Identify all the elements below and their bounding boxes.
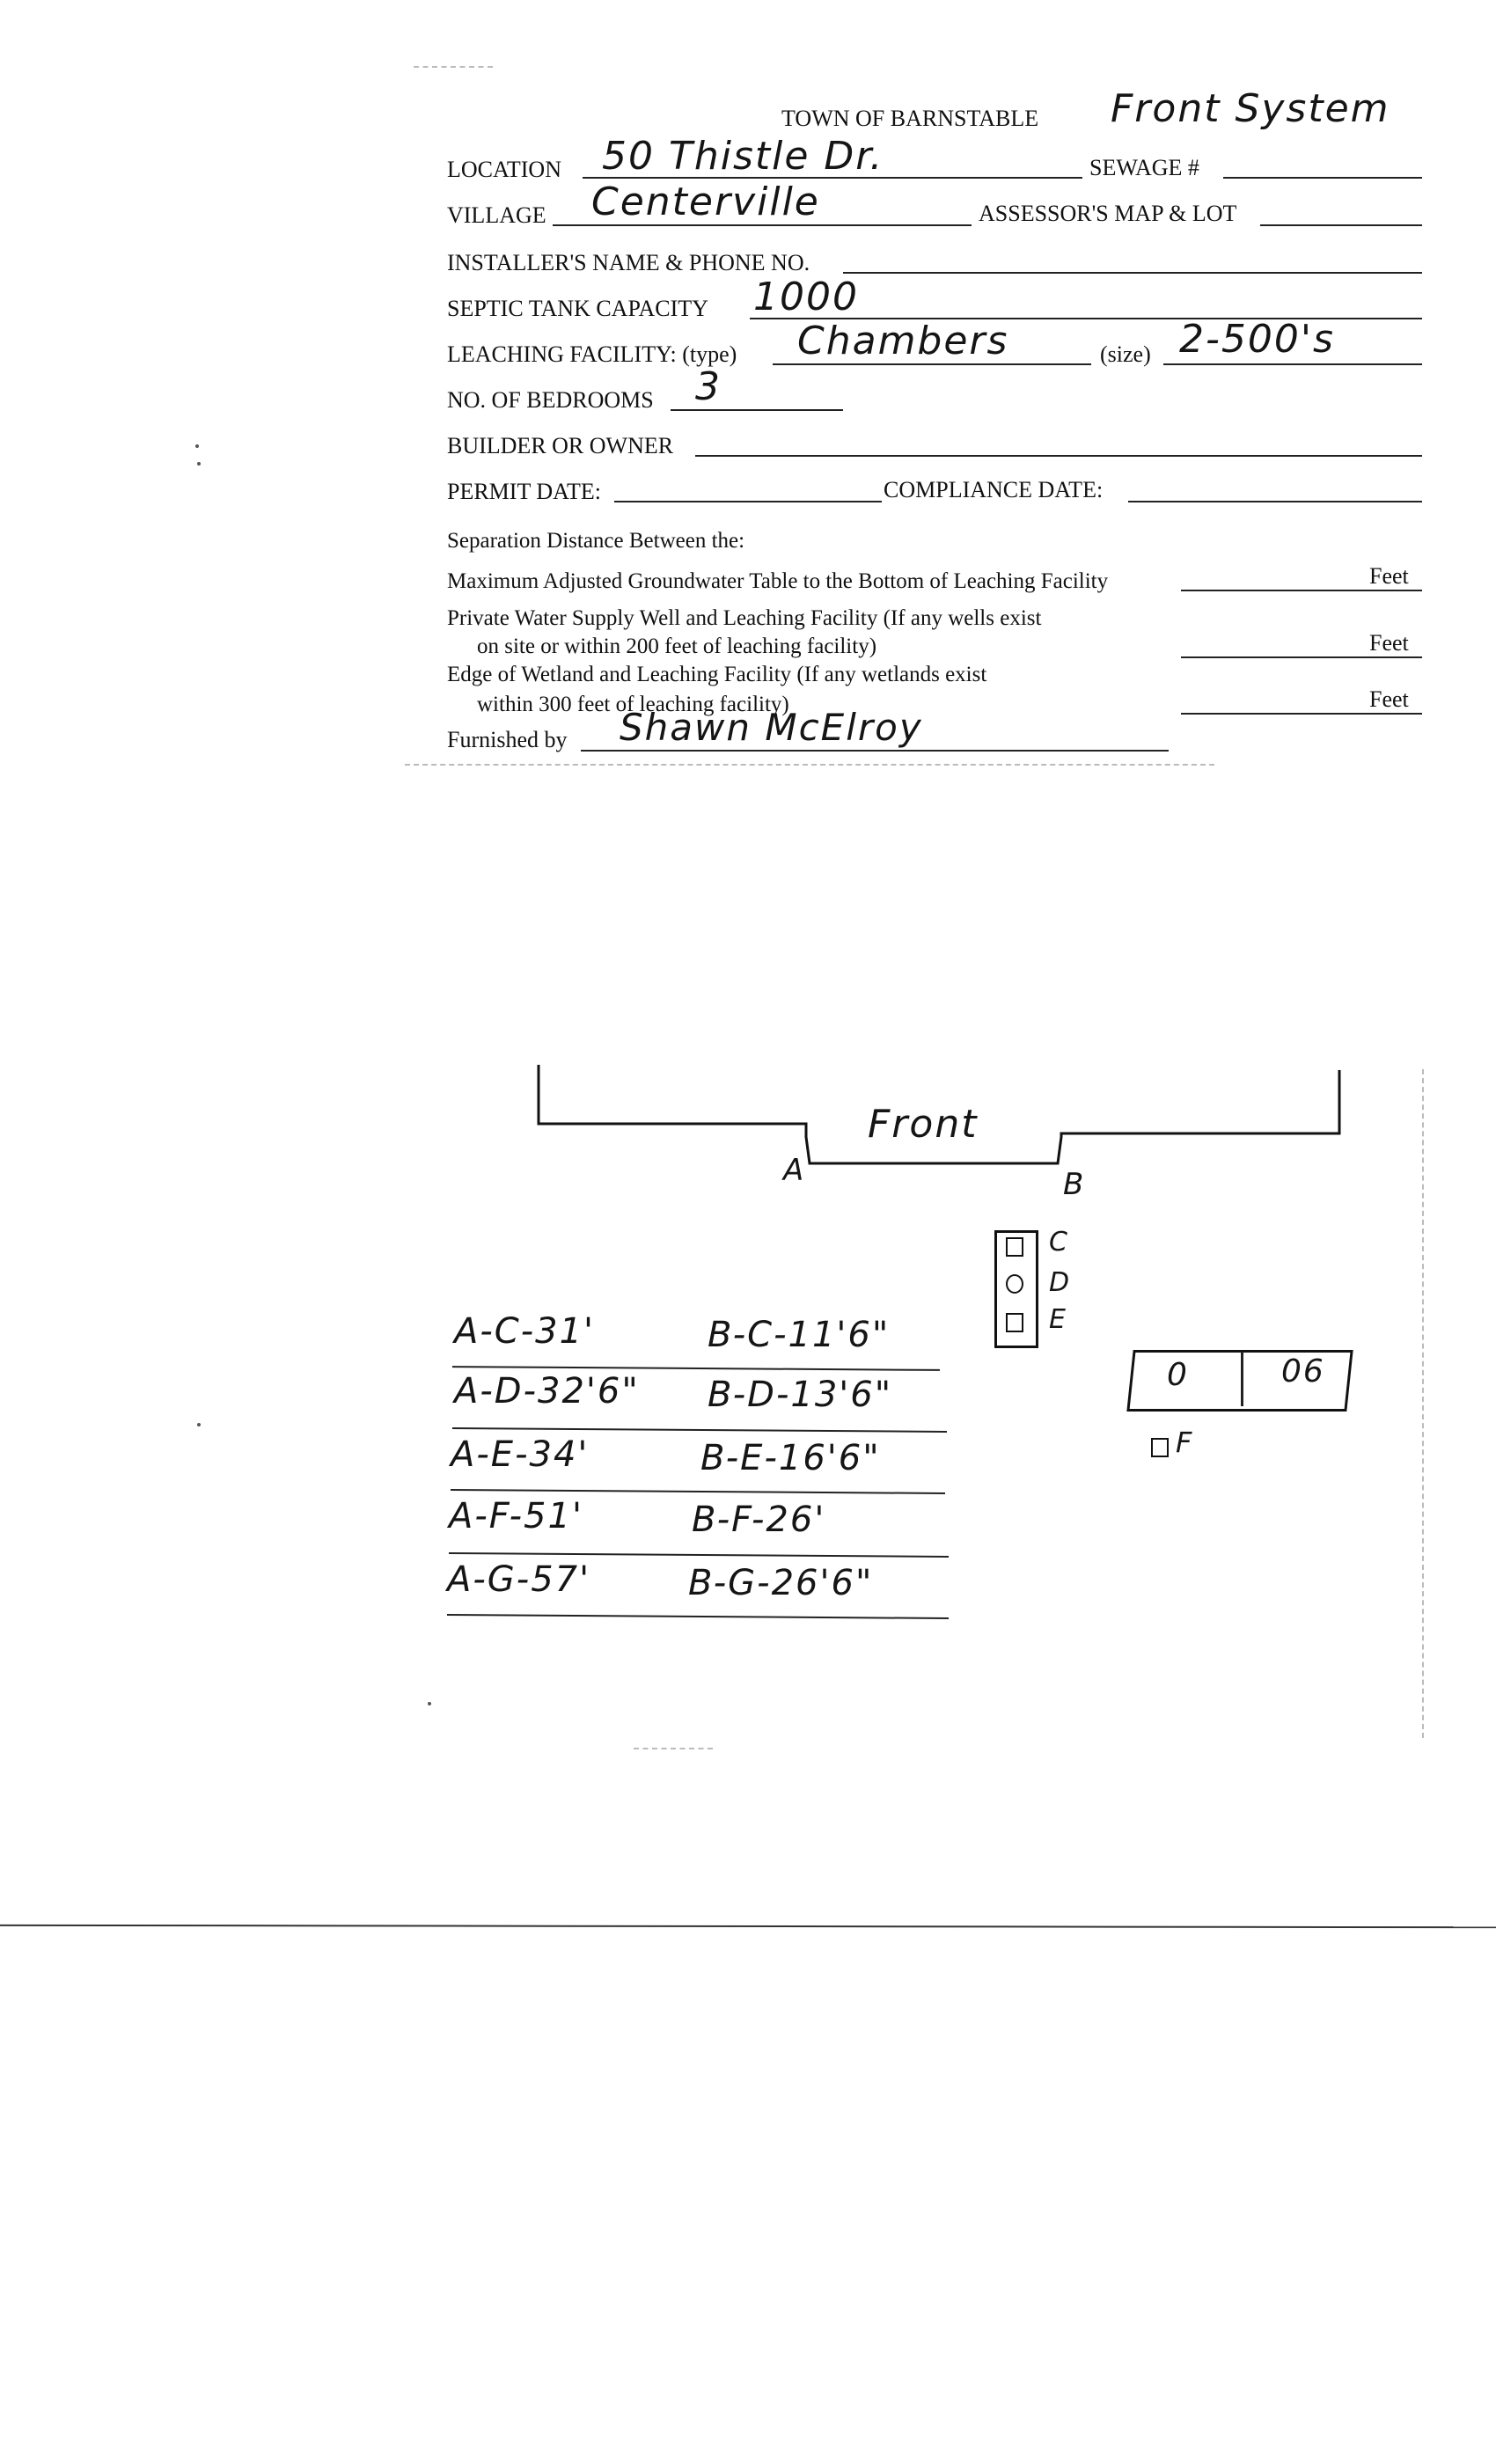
page-fold-line [0, 1925, 1496, 1928]
measurement-a: A-G-57' [447, 1559, 591, 1600]
septic-label: SEPTIC TANK CAPACITY [447, 296, 708, 321]
sep-well-feet: Feet [1369, 630, 1409, 656]
sep-wetland-line2: within 300 feet of leaching facility) [477, 693, 789, 716]
distribution-box-left: 0 [1167, 1357, 1189, 1393]
scan-speck [428, 1702, 431, 1705]
sewage-label: SEWAGE # [1089, 155, 1199, 180]
separation-heading: Separation Distance Between the: [447, 529, 745, 553]
measurement-a: A-F-51' [449, 1496, 583, 1536]
size-label: (size) [1100, 341, 1151, 367]
town-title: TOWN OF BARNSTABLE [781, 106, 1039, 131]
size-value: 2-500's [1179, 317, 1335, 362]
label-f: F [1176, 1426, 1194, 1459]
sep-well-line2: on site or within 200 feet of leaching facility) [477, 634, 877, 658]
front-label: Front [868, 1102, 979, 1147]
scan-speck [197, 1423, 201, 1426]
measurement-a: A-D-32'6" [454, 1371, 640, 1412]
measurement-rule [451, 1489, 945, 1494]
measurement-b: B-D-13'6" [708, 1375, 893, 1415]
label-c: C [1049, 1227, 1069, 1258]
point-b-label: B [1063, 1167, 1086, 1202]
measurement-a: A-C-31' [454, 1311, 596, 1352]
marker-f [1151, 1438, 1169, 1457]
measurement-rule [449, 1552, 949, 1558]
measurement-a: A-E-34' [451, 1434, 590, 1475]
sep-well-line1: Private Water Supply Well and Leaching Facility (If any wells exist [447, 606, 1042, 630]
tank-marker-c [1006, 1237, 1023, 1257]
sep-wetland-line1: Edge of Wetland and Leaching Facility (If any wetlands exist [447, 663, 987, 686]
compliance-label: COMPLIANCE DATE: [884, 477, 1104, 502]
assessor-label: ASSESSOR'S MAP & LOT [979, 201, 1237, 226]
label-d: D [1049, 1267, 1072, 1298]
measurement-rule [452, 1427, 947, 1433]
bedrooms-label: NO. OF BEDROOMS [447, 387, 654, 413]
point-a-label: A [783, 1153, 806, 1188]
location-label: LOCATION [447, 157, 561, 182]
bedrooms-value: 3 [695, 364, 722, 409]
village-value: Centerville [591, 180, 820, 224]
furnished-value: Shawn McElroy [620, 706, 923, 749]
measurement-rule [447, 1614, 949, 1619]
tank-marker-e [1006, 1313, 1023, 1332]
measurement-b: B-C-11'6" [708, 1315, 891, 1355]
tank-marker-d [1006, 1274, 1023, 1294]
septic-value: 1000 [753, 275, 859, 319]
sep-wetland-feet: Feet [1369, 686, 1409, 712]
sep-groundwater-feet: Feet [1369, 563, 1409, 589]
measurement-b: B-E-16'6" [700, 1438, 881, 1478]
leaching-type-value: Chambers [797, 319, 1009, 363]
furnished-label: Furnished by [447, 727, 568, 752]
installer-label: INSTALLER'S NAME & PHONE NO. [447, 250, 810, 275]
location-value: 50 Thistle Dr. [602, 134, 884, 179]
scan-artifact-sketch-bottom [634, 1748, 713, 1749]
measurement-b: B-F-26' [692, 1500, 826, 1540]
permit-label: PERMIT DATE: [447, 479, 602, 504]
builder-label: BUILDER OR OWNER [447, 433, 674, 458]
sep-groundwater: Maximum Adjusted Groundwater Table to the Bottom of Leaching Facility [447, 569, 1109, 593]
system-note: Front System [1111, 86, 1390, 131]
village-label: VILLAGE [447, 202, 546, 228]
distribution-box-divider [1241, 1352, 1243, 1406]
leaching-label: LEACHING FACILITY: (type) [447, 341, 737, 367]
distribution-box-right: 06 [1281, 1353, 1325, 1390]
label-e: E [1049, 1304, 1067, 1335]
measurement-b: B-G-26'6" [688, 1563, 874, 1603]
